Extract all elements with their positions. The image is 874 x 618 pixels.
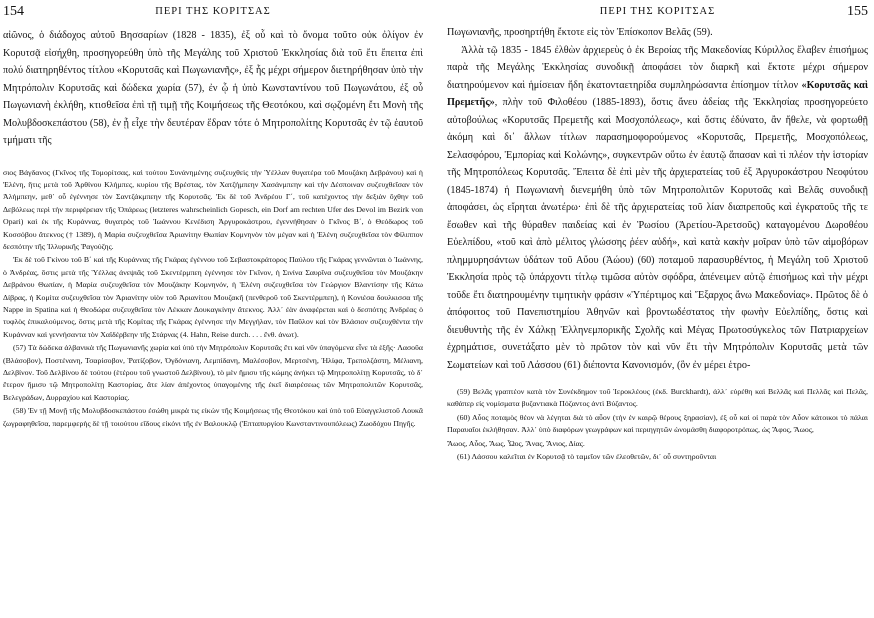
left-footnotes xyxy=(3,167,423,431)
page-number: 155 xyxy=(847,4,868,19)
body-paragraph xyxy=(447,42,868,375)
right-page xyxy=(447,0,868,618)
right-footnotes xyxy=(447,386,868,463)
body-text: , πλὴν τοῦ Φιλοθέου (1885-1893), ὅστις ἄνευ ἀδείας τῆς Ἐκκλησίας προσηγορεύετο αὐτοβούλως «Κορυτσᾶς Πρεμετῆς καὶ Μοσχοπόλεως», καὶ ὅστις ἐδύνατο, ἂν ἤθελε, νὰ φορτωθῇ ἀκόμη καὶ δι᾽ ἄλλων τίτλων παρασημοφορούμενος «Κορυτσᾶς, Πρεμετῆς, Μοσχοπόλεως, Σελασφόρου, Ἐμπορίας καὶ Κολώνης», συγκεντρῶν οὕτω ἐν ἑαυτῷ ἅπασαν καὶ τὶ πλέον τὴν ἱστορίαν τῆς Μητροπόλεως Κορυτσᾶς. Ἔπειτα δὲ ἐπὶ μὲν τῆς ἀρχιερατείας τοῦ ἐξ Ἀργυροκάστρου Νεοφύτου (1845-1874) ἡ Πωγωνιανὴ διενεμήθη ὑπὸ τῶν Μητροπολιτῶν Κορυτσᾶς καὶ Βελᾶς συνοδικῇ ἀποφάσει, ὡς εἴρηται ἀνωτέρω· ἐπὶ δὲ τῆς ἀρχιερατείας τοῦ λίαν διαπρεποῦς καὶ ἐγκρατοῦς τῆς τε ἔσωθεν καὶ τῆς θύραθεν παιδείας καὶ ἐν Ῥωσίου (Ἀρετίου-Ἀρετσοῦς) καταγομένου Δωροθέου Εὐελπίδου, «τοῦ καὶ ἀπὸ μέλιτος γλώσσης ῥέεν αὐδή», καὶ κατὰ κακὴν μοῖραν ὑπὸ τῶν αἱμοβόρων πλημμυρησάντων ὑδάτων τοῦ Αὔου (Ἀώου) (60) ποταμοῦ παρασυρθέντος, ἡ Μεγάλη τοῦ Χριστοῦ Ἐκκλησία πρὸς τῷ ὑπάρχοντι τίτλῳ τιμῶσα αὐτὸν σφόδρα, ἀπένειμεν αὐτῷ ἐπισήμως καὶ τὴν μέχρι τοῦδε ἔτι διατηρουμένην τιμητικὴν φράσιν «Ὑπέρτιμος καὶ Ἔξαρχος ἄνω Μακεδονίας». Πρῶτος δὲ ὁ ἀπόφοιτος τοῦ Πανεπιστημίου Ἀθηνῶν καὶ βροντωδέστατος τὴν φωνὴν Εὐελπίδης, ὅστις καὶ διευθυντὴς τῆς ἐν Χάλκῃ Ἑλληνεμπορικῆς Σχολῆς καὶ Μέγας Πρωτοσύγκελος τῶν Πατριαρχείων ἐχρημάτισε, συνετάξατο μὲν τὸ πρῶτον τὸν καὶ νῦν ἔτι τὴν Μητρόπολιν Κορυτσᾶς μετὰ τῶν Σωματείων καὶ τοῦ Λάσσου (61) διέποντα Κανονισμόν, (ὃν ἐν μέρει ἑτρο- xyxy=(447,97,868,371)
page-number: 154 xyxy=(3,4,24,19)
body-paragraph: Πωγωνιανῆς, προσηρτήθη ἔκτοτε εἰς τὸν Ἐπίσκοπον Βελᾶς (59). xyxy=(447,27,713,38)
body-text: Ἀλλὰ τῷ 1835 - 1845 ἐλθὼν ἀρχιερεὺς ὁ ἐκ Βεροίας τῆς Μακεδονίας Κύριλλος ἔλαβεν ἐπισήμως παρὰ τῆς Μεγάλης Ἐκκλησίας συνοδικῇ ἀποφάσει τὸν διαρκῆ καὶ ἔκτοτε μέχρι σήμερον διατηρούμενον καὶ ἡμίσειαν ἤδη ἑκατονταετηρίδα συμπληρώσαντα ἐπίσημον τίτλον xyxy=(447,44,868,91)
footnote-60: (60) Αὗος ποταμὸς θέον νὰ λέγηται διὰ τὸ αὖον (τὴν ἐν καιρῷ θέρους ξηρασίαν), ἐξ οὗ καὶ οἱ παρὰ τὸν Αὖον κάτοικοι τὸ πάλαι Παραυαῖοι ἐκλήθησαν. Ἀλλ᾽ ὑπὸ διαφόρων γεωγράφων καὶ περιηγητῶν ὠνομάσθη διαφοροτρόπως, ὡς Ἄφος, Ἄωος, xyxy=(447,412,868,435)
left-page xyxy=(3,0,423,618)
left-main-text xyxy=(3,27,423,150)
footnote: σιος Βάγδανος (Γκῖνος τῆς Τομορίτσας, καὶ τούτου Συνάνημένης συζευχθεὶς τὴν Ὑέλλαν θυγατέρα τοῦ Μουζάκη Δεβράνου) καὶ ἡ Ἑλένη, ἥτις μετὰ τοῦ Ἀρθίνου Κλήμπες, κυρίου τῆς Βρέστας, τὸν Χατζήμπεην Χασάνμπεην καὶ τὴν Δέσποιναν συζευχθεῖσαν τὸν Ἀλήμπεην, μεθ᾽ οὗ ἐγέννησε τὸν Σαντζάκμπεην τῆς Κορυτσᾶς. Ἐκ δὲ τοῦ Ἀνδρέου Γ΄, τοῦ κατέχοντος τὴν δεξιὰν ὄχθην τοῦ Δεβόλεως περὶ τὴν περιφέρειαν τῆς Ὀπάρεως (letzteres wahrscheinlich Gopesch, ein Dorf am rechten Ufer des Devol im Bezirk von Opari) καὶ ἐκ τῆς Κυράννας, θυγατρὸς τοῦ Ἰωάννου Κενέδιση Ἀργυροκάστρου, ἐγεννήθησαν ὁ Γκῖνος Β΄, ὁ Θεόδωρος τοῦ Κοσσόβου ἄτεκνος († 1389), ἡ Μαρία συζευχθεῖσα Ἀριανίτην Θωπίαν Κομνηνὸν τὸν μέγαν καὶ ἡ Ἑλένη συζευχθεῖσα τὸν Φίλιππον δεσπότην τῆς Ἰλλυρικῆς Ῥαγούζης. xyxy=(3,167,423,251)
footnote-58: (58) Ἐν τῇ Μονῇ τῆς Μολυβδοσκεπάστου ἐσώθη μικρὰ τις εἰκὼν τῆς Κοιμήσεως τῆς Θεοτόκου καὶ ὑπὸ τοῦ Εὐαγγελιστοῦ Λουκᾶ ζωγραφηθεῖσα, παρεμφερὴς δὲ τῇ τοιούτου εἴδους εἰκόνι τῆς ἐν Βαλουκλῷ (Ἐπταπυργίου Κωνσταντινουπόλεως) Ζωοδόχου Πηγῆς. xyxy=(3,406,423,428)
footnote: Ἐκ δὲ τοῦ Γκίνου τοῦ Β΄ καὶ τῆς Κυράννας τῆς Γκάρας ἐγέννου τοῦ Σεβαστοκράτορος Παύλου τῆς Γκάρας γεννῶνται ὁ Ἰωάννης, ὁ Ἀνδρέας, ὅστις μετὰ τῆς Ὑέλλας ἀνεψιᾶς τοῦ Σκεντέρμπεη ἐγέννησε τὸν Γκῖνον, ἡ Σινίνα Σαυρῖνα συζευχθεῖσα τὸν Μουζάκην Δεβράνου Θωπίαν, ἡ Μαρία συζευχθεῖσα τὸν Μουζάκην Κομνηνόν, ἡ Ἑλένη συζευχθεῖσα τὸν Γεώργιον Βλαντίσην τῆς Κάτω Δίβρας, ἡ Κομίτα συζευχθεῖσα τὸν Ἀριανίτην υἱὸν τοῦ Ἀριανίτου Μουζακῆ (πενθεροῦ τοῦ Σκεντέρμπεη), ἡ Κονιέσα δουλκισσα τῆς Nappe in Spatina καὶ ἡ Θεοδώρα συζευχθεῖσα τὸν Λέκκαν Δουκαγκίνην ἄτεκνος. Ἀλλ᾽ ἐὰν ἀναφέρεται καὶ ὁ δεσπότης Ἀνδρέας ὁ τυφλὸς ἐπικαλούμενος, ὅστις μετὰ τῆς Κομίτας τῆς Γκάρας ἐγέννησε τὴν Μεγγήλαν, τὸν Παῦλον καὶ τὸν Βλάσιον συζευχθέντα τὴν Κυράνναν καὶ γεννήσαντα τὸν Χαϊδέρβεην τῆς Στάρνας (4. Hahn, Reise durch. . . . ἔνθ. ἀνωτ). xyxy=(3,255,423,339)
left-page-header xyxy=(3,4,423,22)
title-phrase: «Κορυτσᾶς καὶ Πρεμετῆς» xyxy=(447,79,868,108)
footnote-57: (57) Τὰ δώδεκα ἀλβανικὰ τῆς Πωγωνιανῆς χωρία καὶ ὑπὸ τὴν Μητρόπολιν Κορυτσᾶς ἔτι καὶ νῦν ὑπαγόμενα εἶνε τὰ ἑξῆς· Λασοῦα (Βλάσοβον), Ποστένανη, Τσαρίσοβον, Ῥατίζοβον, Ὀγδόνιανη, Λεμπίδανη, Μαλέσοβον, Μερτσένη, Ἠλίφα, Τρεπολζάστη, Μέλιανη, Δελβίνον. Τοῦ Δελβίνου δὲ τούτου (ἑτέρου τοῦ γνωστοῦ Δελβίνου), τὸ μὲν ἥμισυ τῆς κώμης ἀνήκει τῷ Μητροπολίτῃ Κορυτσᾶς, τὸ δ᾽ ἕτερον ἥμισυ τῷ Μητροπολίτῃ Καστορίας, ἅτε λίαν ἀπέχοντος ὑπαγομένης τῆς ἐκεῖ διαιρέσεως τῶν Μητροπολιτῶν Κορυτσᾶς, Βελεγράδων, Δυρραχίου καὶ Καστορίας. xyxy=(3,343,423,402)
right-page-header xyxy=(447,4,868,22)
body-paragraph: αἰῶνος, ὁ διάδοχος αὐτοῦ Βησσαρίων (1828 - 1835), ἐξ οὗ καὶ τὸ ὄνομα τοῦτο οὐκ ὀλίγον ἐν Κορυτσᾷ εἰσήχθη, προσηγορεύθη ὑπὸ τῆς Μεγάλης τοῦ Χριστοῦ Ἐκκλησίας διὰ τοῦ ἔτι ἔπειτα ἐπὶ πολύ διατηρηθέντος τίτλου «Κορυτσᾶς καὶ Πωγωνιανῆς», ἐξ ἧς μέχρι σήμερον διετηρήθησαν ὑπὸ τὴν Μητρόπολιν Κορυτσᾶς καὶ δώδεκα χωρία (57), ἐν ᾧ ἡ ὑπὸ Κωνσταντίνου τοῦ Πωγωνάτου, ἐξ οὗ Πωγωνιανὴ ἐκλήθη, κτισθεῖσα ἐπὶ τῇ τιμῇ τῆς Κοιμήσεως τῆς Θεοτόκου, καὶ σῳζομένη ἔτι Μονὴ τῆς Μολυβδοσκεπάστου (58), ἐν ᾗ εἶχε τὴν δευτέραν ἕδραν τότε ὁ Μητροπολίτης Κορυτσᾶς ἐν τῷ ἑαυτοῦ τμήματι τῆς xyxy=(3,30,423,146)
footnote-60-continuation: Ἄωος, Αὖος, Ἄως, Ὧος, Ἄνας, Ἄνιος, Δίας. xyxy=(447,438,585,448)
footnote-61: (61) Λάσσου καλεῖται ἐν Κορυτσᾷ τὸ ταμεῖον τῶν ἐλεοθετῶν, δι᾽ οὗ συντηροῦνται xyxy=(457,452,717,462)
running-head: ΠΕΡΙ ΤΗΣ ΚΟΡΙΤΣΑΣ xyxy=(155,6,271,17)
running-head: ΠΕΡΙ ΤΗΣ ΚΟΡΙΤΣΑΣ xyxy=(599,6,716,17)
right-main-text xyxy=(447,24,868,374)
footnote-59: (59) Βελᾶς γραπτέον κατὰ τὸν Συνέκδημον τοῦ Ἱεροκλέους (ἐκδ. Burckhardt), ἀλλ᾽ εὑρέθη καὶ Βελλᾶς καὶ Πελλᾶς καὶ Πελᾶς, καθάπερ εἰς νομίσματα βυζαντιακὰ Πόζαντος ἀντὶ Βύζαντος. xyxy=(447,387,868,409)
